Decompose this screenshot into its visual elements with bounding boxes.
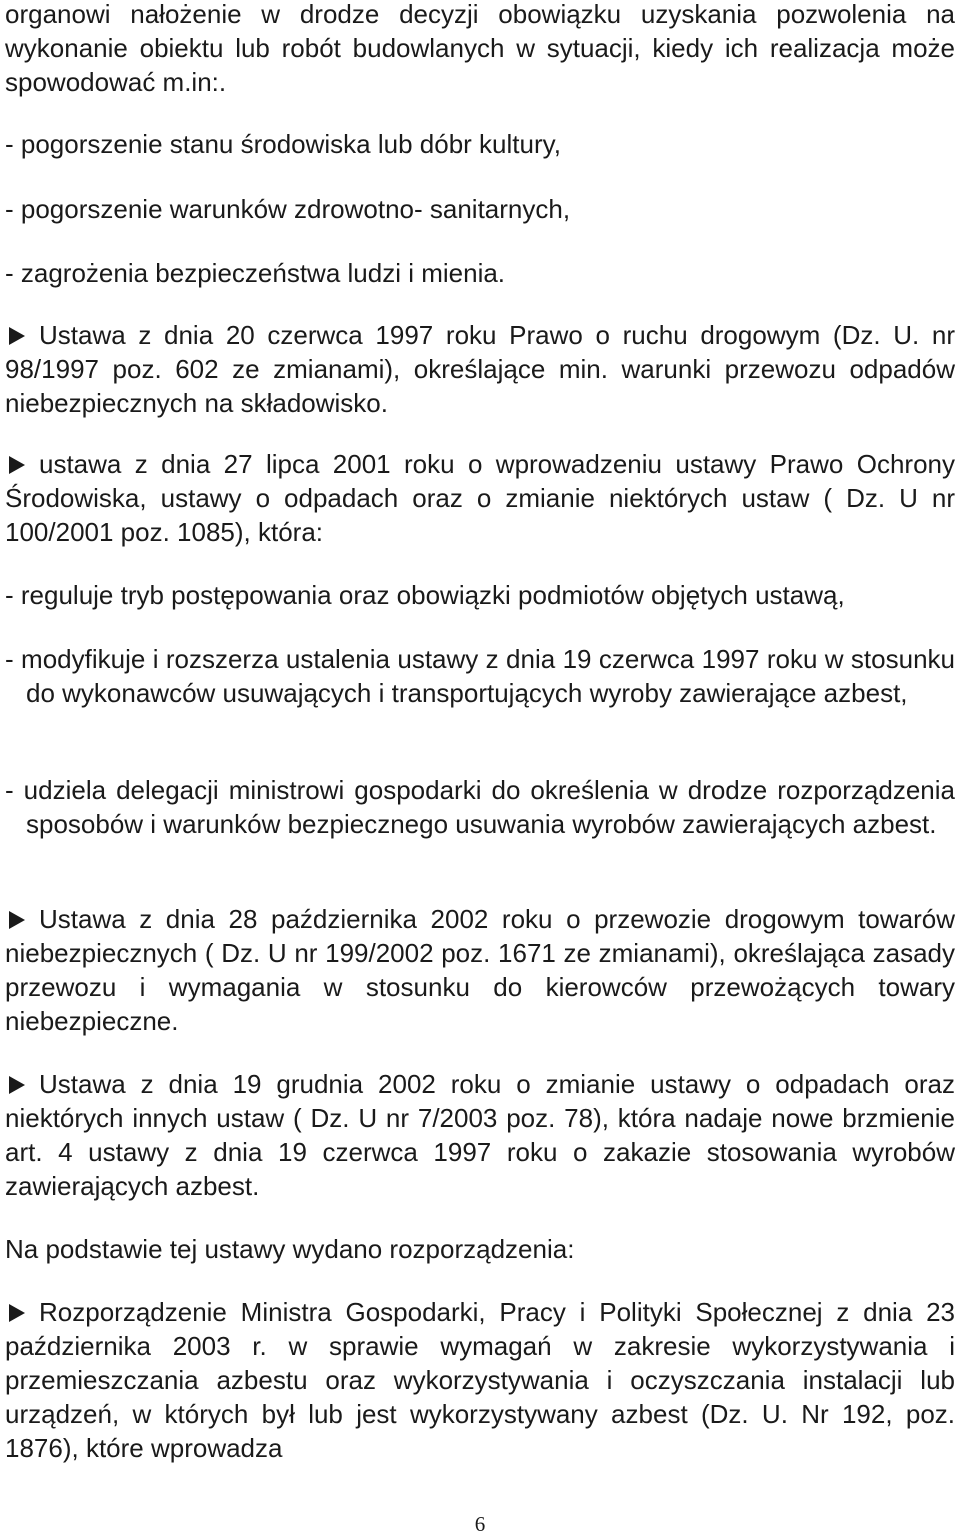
list-item: - zagrożenia bezpieczeństwa ludzi i mienia. <box>5 258 506 288</box>
list-item: - udziela delegacji ministrowi gospodarki do określenia w drodze rozporządzenia sposobów i warunków bezpiecznego usuwania wyrobów zawierających azbest. <box>5 775 955 839</box>
list-item: - pogorszenie warunków zdrowotno- sanitarnych, <box>5 194 571 224</box>
list-item: - modyfikuje i rozszerza ustalenia ustawy z dnia 19 czerwca 1997 roku w stosunku do wykonawców usuwających i transportujących wyroby zawierające azbest, <box>5 644 955 708</box>
act-text: Ustawa z dnia 28 października 2002 roku o przewozie drogowym towarów niebezpiecznych ( Dz. U nr 199/2002 poz. 1671 ze zmianami), określająca zasady przewozu i wymagania w stosunku do kierowców przewożących towary niebezpieczne. <box>5 904 955 1036</box>
arrow-bullet-icon <box>9 1076 25 1094</box>
act-paragraph-3 <box>5 902 955 1038</box>
act-paragraph-1 <box>5 318 955 420</box>
act-text: Ustawa z dnia 19 grudnia 2002 roku o zmianie ustawy o odpadach oraz niektórych innych ustaw ( Dz. U nr 7/2003 poz. 78), która nadaje nowe brzmienie art. 4 ustawy z dnia 19 czerwca 1997 roku o zakazie stosowania wyrobów zawierających azbest. <box>5 1069 955 1201</box>
act-paragraph-2 <box>5 447 955 549</box>
act-text: Ustawa z dnia 20 czerwca 1997 roku Prawo o ruchu drogowym (Dz. U. nr 98/1997 poz. 602 ze zmianami), określające min. warunki przewozu odpadów niebezpiecznych na składowisko. <box>5 320 955 418</box>
arrow-bullet-icon <box>9 911 25 929</box>
intro-paragraph: organowi nałożenie w drodze decyzji obowiązku uzyskania pozwolenia na wykonanie obiektu lub robót budowlanych w sytuacji, kiedy ich realizacja może spowodować m.in:. <box>5 0 955 97</box>
page-number: 6 <box>474 1512 486 1536</box>
act-paragraph-5 <box>5 1295 955 1465</box>
act-paragraph-4 <box>5 1067 955 1203</box>
arrow-bullet-icon <box>9 456 25 474</box>
arrow-bullet-icon <box>9 327 25 345</box>
act-text: ustawa z dnia 27 lipca 2001 roku o wprowadzeniu ustawy Prawo Ochrony Środowiska, ustawy o odpadach oraz o zmianie niektórych ustaw ( Dz. U nr 100/2001 poz. 1085), która: <box>5 449 955 547</box>
arrow-bullet-icon <box>9 1304 25 1322</box>
list-item: - pogorszenie stanu środowiska lub dóbr kultury, <box>5 129 561 159</box>
regulations-heading: Na podstawie tej ustawy wydano rozporządzenia: <box>5 1234 575 1264</box>
act-text: Rozporządzenie Ministra Gospodarki, Pracy i Polityki Społecznej z dnia 23 października 2003 r. w sprawie wymagań w zakresie wykorzystywania i przemieszczania azbestu oraz wykorzystywania i oczyszczania instalacji lub urządzeń, w których był lub jest wykorzystywany azbest (Dz. U. Nr 192, poz. 1876), które wprowadza <box>5 1297 955 1463</box>
list-item: - reguluje tryb postępowania oraz obowiązki podmiotów objętych ustawą, <box>5 580 845 610</box>
